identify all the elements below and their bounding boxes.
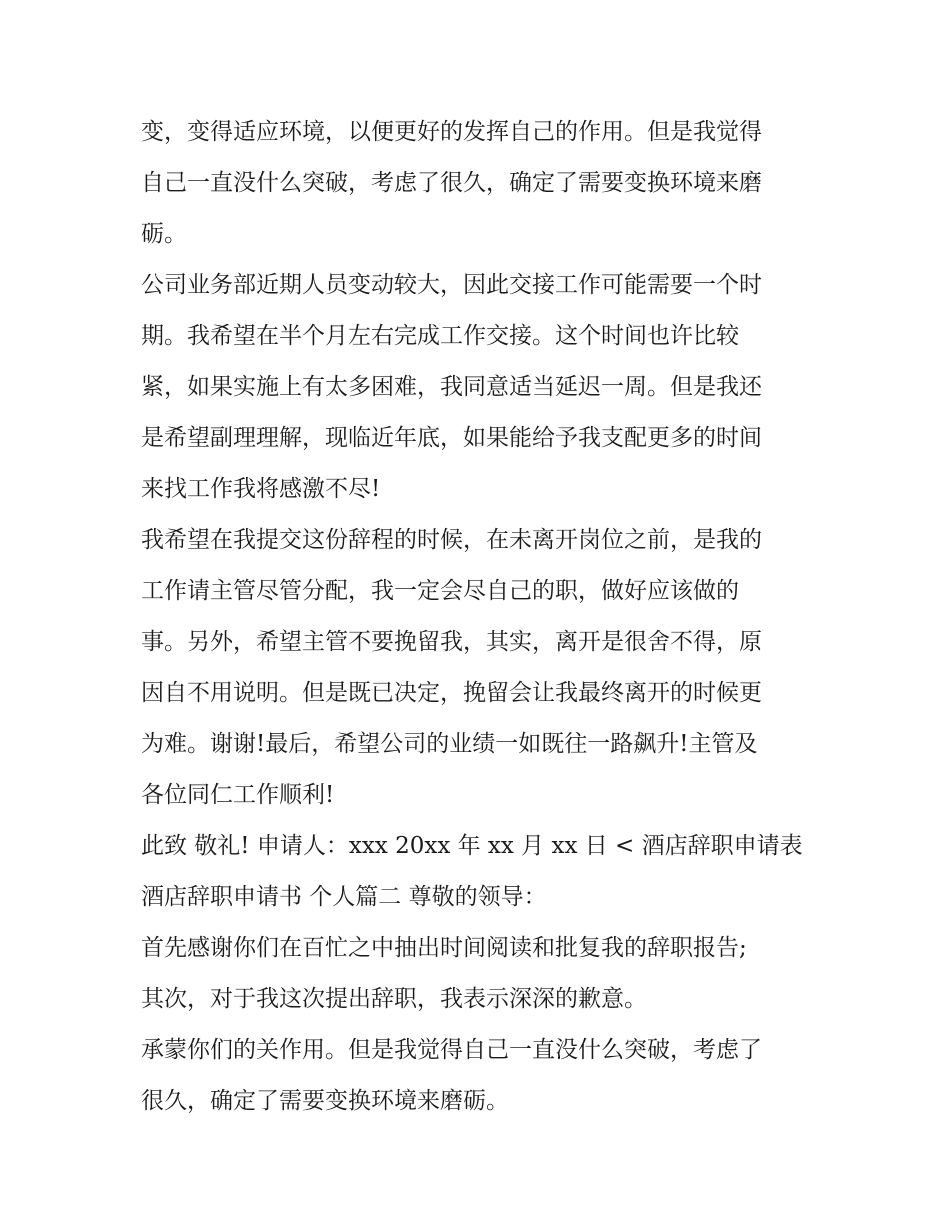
text-line: 承蒙你们的关作用。但是我觉得自己一直没什么突破，考虑了 xyxy=(141,1037,762,1063)
text-line: 很久，确定了需要变换环境来磨砺。 xyxy=(141,1088,509,1114)
text-line: 为难。谢谢!最后，希望公司的业绩一如既往一路飙升!主管及 xyxy=(141,731,758,757)
text-line: 变，变得适应环境，以便更好的发挥自己的作用。但是我觉得 xyxy=(141,119,762,145)
text-line: 首先感谢你们在百忙之中抽出时间阅读和批复我的辞职报告; xyxy=(141,935,747,961)
text-line: 是希望副理理解，现临近年底，如果能给予我支配更多的时间 xyxy=(141,425,762,451)
text-line: 我希望在我提交这份辞程的时候，在未离开岗位之前，是我的 xyxy=(141,527,762,553)
text-line: 期。我希望在半个月左右完成工作交接。这个时间也许比较 xyxy=(141,323,739,349)
text-line: 砺。 xyxy=(141,221,187,247)
text-line: 各位同仁工作顺利! xyxy=(141,782,335,808)
text-line: 酒店辞职申请书 个人篇二 尊敬的领导： xyxy=(141,884,547,910)
text-line: 工作请主管尽管分配，我一定会尽自己的职，做好应该做的 xyxy=(141,578,739,604)
text-line: 公司业务部近期人员变动较大，因此交接工作可能需要一个时 xyxy=(141,272,762,298)
text-line: 因自不用说明。但是既已决定，挽留会让我最终离开的时候更 xyxy=(141,680,762,706)
text-line: 紧，如果实施上有太多困难，我同意适当延迟一周。但是我还 xyxy=(141,374,762,400)
text-line: 事。另外，希望主管不要挽留我，其实，离开是很舍不得，原 xyxy=(141,629,762,655)
text-line: 其次，对于我这次提出辞职，我表示深深的歉意。 xyxy=(141,986,647,1012)
text-line: 来找工作我将感激不尽! xyxy=(141,476,381,502)
text-line: 此致 敬礼! 申请人：xxx 20xx 年 xx 月 xx 日 < 酒店辞职申请表 xyxy=(141,833,803,859)
text-line: 自己一直没什么突破，考虑了很久，确定了需要变换环境来磨 xyxy=(141,170,762,196)
document-body xyxy=(141,107,813,1127)
